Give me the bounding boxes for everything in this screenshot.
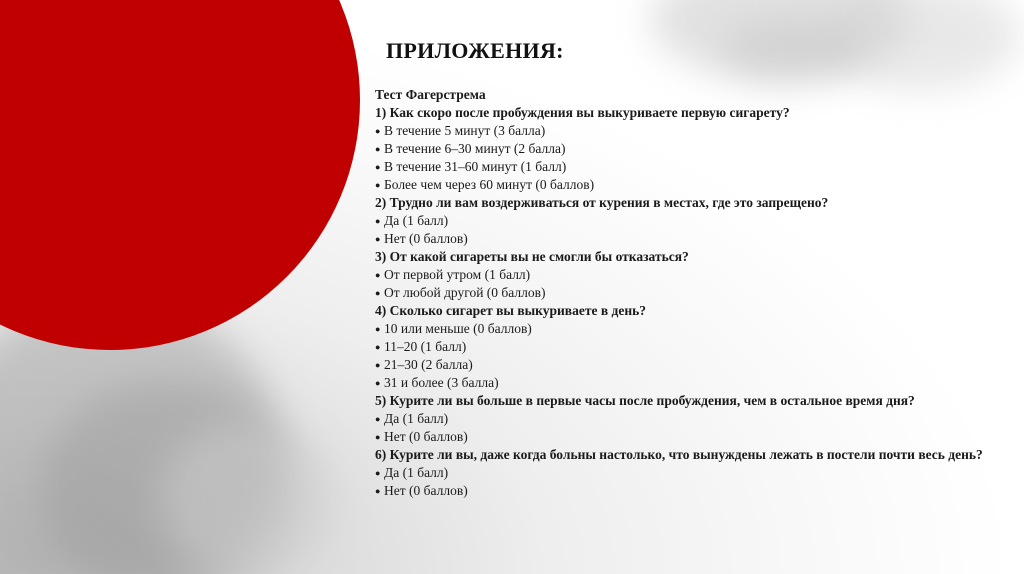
smoke-decoration: [720, 20, 860, 80]
answer-item: [375, 284, 1005, 302]
answer-list: [375, 410, 1005, 446]
bullet-icon: ●: [375, 234, 381, 244]
bullet-icon: ●: [375, 144, 381, 154]
question-text: 6) Курите ли вы, даже когда больны настолько, что вынуждены лежать в постели почти весь день?: [375, 447, 983, 462]
smoke-decoration: [160, 420, 340, 574]
slide-content: [375, 86, 1005, 500]
answer-item: [375, 158, 1005, 176]
answer-item: [375, 122, 1005, 140]
question-block: [375, 194, 1005, 248]
question-block: [375, 446, 1005, 500]
bullet-icon: ●: [375, 342, 381, 352]
answer-text: В течение 5 минут (3 балла): [384, 123, 546, 138]
answer-text: Да (1 балл): [384, 465, 449, 480]
answer-item: [375, 320, 1005, 338]
question-text: 3) От какой сигареты вы не смогли бы отказаться?: [375, 249, 689, 264]
bullet-icon: ●: [375, 216, 381, 226]
slide-title: ПРИЛОЖЕНИЯ:: [386, 38, 564, 63]
answer-text: 21–30 (2 балла): [384, 357, 473, 372]
bullet-icon: ●: [375, 324, 381, 334]
answer-item: [375, 266, 1005, 284]
answer-item: [375, 212, 1005, 230]
bullet-icon: ●: [375, 486, 381, 496]
answer-text: В течение 31–60 минут (1 балл): [384, 159, 567, 174]
answer-item: [375, 356, 1005, 374]
answer-text: Нет (0 баллов): [384, 231, 468, 246]
answer-item: [375, 338, 1005, 356]
bullet-icon: ●: [375, 360, 381, 370]
answer-text: 31 и более (3 балла): [384, 375, 499, 390]
answer-item: [375, 176, 1005, 194]
bullet-icon: ●: [375, 432, 381, 442]
answer-list: [375, 464, 1005, 500]
question-block: [375, 392, 1005, 446]
question-text: 4) Сколько сигарет вы выкуриваете в день?: [375, 303, 646, 318]
question-list: [375, 104, 1005, 500]
answer-item: [375, 410, 1005, 428]
bullet-icon: ●: [375, 180, 381, 190]
answer-text: 10 или меньше (0 баллов): [384, 321, 532, 336]
bullet-icon: ●: [375, 126, 381, 136]
test-name: Тест Фагерстрема: [375, 87, 486, 102]
answer-list: [375, 266, 1005, 302]
answer-list: [375, 212, 1005, 248]
question-text: 5) Курите ли вы больше в первые часы после пробуждения, чем в остальное время дня?: [375, 393, 915, 408]
bullet-icon: ●: [375, 468, 381, 478]
answer-text: В течение 6–30 минут (2 балла): [384, 141, 566, 156]
answer-text: 11–20 (1 балл): [384, 339, 467, 354]
answer-item: [375, 140, 1005, 158]
answer-item: [375, 482, 1005, 500]
question-block: [375, 248, 1005, 302]
answer-item: [375, 374, 1005, 392]
answer-item: [375, 428, 1005, 446]
question-block: [375, 104, 1005, 194]
answer-text: Да (1 балл): [384, 411, 449, 426]
answer-list: [375, 320, 1005, 392]
answer-text: Более чем через 60 минут (0 баллов): [384, 177, 595, 192]
answer-text: От любой другой (0 баллов): [384, 285, 546, 300]
bullet-icon: ●: [375, 270, 381, 280]
answer-item: [375, 230, 1005, 248]
answer-item: [375, 464, 1005, 482]
answer-text: Нет (0 баллов): [384, 429, 468, 444]
bullet-icon: ●: [375, 414, 381, 424]
question-block: [375, 302, 1005, 392]
answer-text: Да (1 балл): [384, 213, 449, 228]
red-circle-decoration: [0, 0, 360, 350]
answer-list: [375, 122, 1005, 194]
bullet-icon: ●: [375, 378, 381, 388]
bullet-icon: ●: [375, 288, 381, 298]
answer-text: Нет (0 баллов): [384, 483, 468, 498]
question-text: 2) Трудно ли вам воздерживаться от курения в местах, где это запрещено?: [375, 195, 829, 210]
answer-text: От первой утром (1 балл): [384, 267, 531, 282]
question-text: 1) Как скоро после пробуждения вы выкуриваете первую сигарету?: [375, 105, 790, 120]
bullet-icon: ●: [375, 162, 381, 172]
